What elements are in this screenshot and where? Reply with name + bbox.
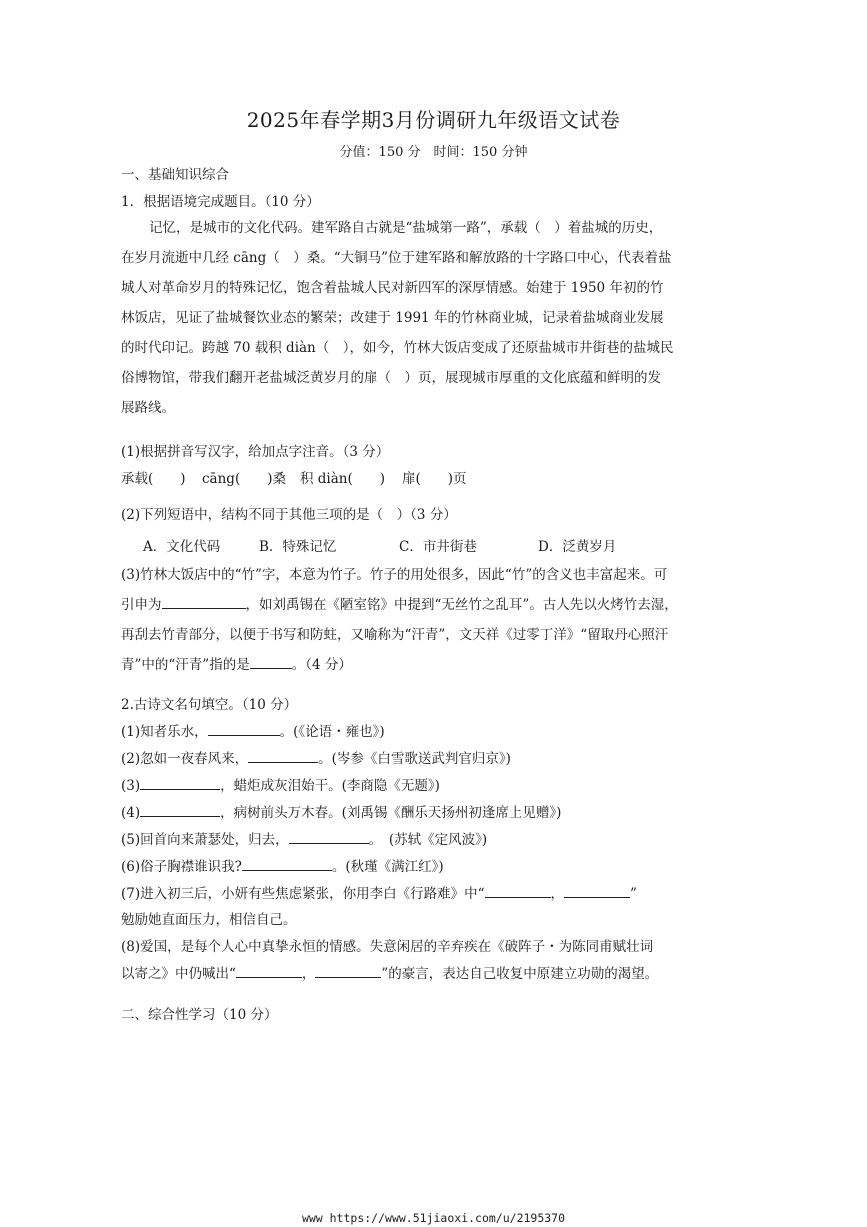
- option-b: B．特殊记忆: [259, 539, 337, 555]
- answer-blank[interactable]: [162, 595, 246, 610]
- passage-line: 俗博物馆，带我们翻开老盐城泛黄岁月的扉（ ）页，展现城市厚重的文化底蕴和鲜明的发: [121, 370, 661, 386]
- q2-item-6: (6)俗子胸襟谁识我? 。(秋瑾《满江红》): [121, 855, 444, 875]
- sub3-line: (3)竹林大饭店中的“竹”字，本意为竹子。竹子的用处很多，因此“竹”的含义也丰富起来。可: [121, 567, 668, 583]
- sub1-item: 积 diàn( ): [300, 471, 386, 487]
- answer-blank[interactable]: [236, 964, 302, 979]
- sub3-line: 青”中的“汗青”指的是 。（4 分）: [121, 650, 693, 680]
- option-d: D．泛黄岁月: [538, 539, 617, 555]
- footer-url: www https://www.51jiaoxi.com/u/2195370: [301, 1211, 566, 1225]
- q2-item-1: (1)知者乐水， 。(《论语・雍也》): [121, 720, 385, 740]
- q2-title: 2.古诗文名句填空。（10 分）: [121, 697, 298, 713]
- passage-line: 展路线。: [121, 400, 175, 416]
- q1-passage: [121, 213, 693, 423]
- exam-title: 2025年春学期3月份调研九年级语文试卷: [246, 108, 621, 132]
- q2-item-4: (4) ，病树前头万木春。(刘禹锡《酬乐天扬州初逢席上见赠》): [121, 801, 561, 821]
- answer-blank[interactable]: [140, 803, 220, 818]
- answer-blank[interactable]: [140, 776, 220, 791]
- q2-item-2: (2)忽如一夜春风来， 。(岑参《白雪歌送武判官归京》): [121, 747, 511, 767]
- section2-heading: 二、综合性学习（10 分）: [121, 1007, 278, 1023]
- q2-item-7-cont: 勉励她直面压力，相信自己。: [121, 912, 297, 928]
- q2-item-8-cont: 以寄之》中仍喊出“ ， ”的豪言，表达自己收复中原建立功勋的渴望。: [121, 962, 658, 982]
- answer-blank[interactable]: [250, 655, 292, 670]
- q2-item-5: (5)回首向来萧瑟处，归去， 。 (苏轼《定风波》): [121, 828, 487, 848]
- answer-blank[interactable]: [248, 749, 318, 764]
- answer-blank[interactable]: [564, 884, 630, 899]
- answer-blank[interactable]: [208, 722, 280, 737]
- section1-heading: 一、基础知识综合: [121, 167, 229, 183]
- exam-subtitle: 分值：150 分 时间：150 分钟: [339, 145, 528, 160]
- answer-blank[interactable]: [485, 884, 551, 899]
- sub1-item: 扉( )页: [402, 471, 467, 487]
- q1-sub1-title: (1)根据拼音写汉字，给加点字注音。（3 分）: [121, 444, 390, 460]
- sub3-line: 再刮去竹青部分，以便于书写和防蛀，又喻称为“汗青”，文天祥《过零丁洋》“留取丹心照汗: [121, 627, 669, 643]
- q2-item-3: (3) ，蜡炬成灰泪始干。(李商隐《无题》): [121, 774, 440, 794]
- answer-blank[interactable]: [242, 857, 332, 872]
- option-c: C．市井街巷: [399, 539, 477, 555]
- q1-sub2-title: (2)下列短语中，结构不同于其他三项的是（ ）（3 分）: [121, 507, 457, 523]
- answer-blank[interactable]: [315, 964, 381, 979]
- q1-sub3: [121, 560, 693, 680]
- passage-line: 林饭店，见证了盐城餐饮业态的繁荣；改建于 1991 年的竹林商业城，记录着盐城商业发展: [121, 310, 664, 326]
- q1-title: 1．根据语境完成题目。（10 分）: [121, 194, 320, 210]
- answer-blank[interactable]: [289, 830, 369, 845]
- option-a: A．文化代码: [143, 539, 221, 555]
- q2-item-8: (8)爱国，是每个人心中真挚永恒的情感。失意闲居的辛弃疾在《破阵子・为陈同甫赋壮词: [121, 939, 654, 955]
- sub3-line: 引申为 ，如刘禹锡在《陋室铭》中提到“无丝竹之乱耳”。古人先以火烤竹去湿，: [121, 590, 693, 620]
- passage-line: 的时代印记。跨越 70 载积 diàn（ ），如今，竹林大饭店变成了还原盐城市井街巷的盐城民: [121, 340, 674, 356]
- sub1-item: 承载( ): [121, 471, 186, 487]
- passage-line: 记忆，是城市的文化代码。建军路自古就是“盐城第一路”，承载（ ）着盐城的历史，: [149, 220, 663, 236]
- sub1-item: cāng( )桑: [202, 471, 286, 487]
- passage-line: 城人对革命岁月的特殊记忆，饱含着盐城人民对新四军的深厚情感。始建于 1950 年初的竹: [121, 280, 664, 296]
- passage-line: 在岁月流逝中几经 cāng（ ）桑。“大铜马”位于建军路和解放路的十字路口中心，代表着盐: [121, 250, 672, 266]
- q2-item-7: (7)进入初三后，小妍有些焦虑紧张，你用李白《行路难》中“ ， ”: [121, 882, 637, 902]
